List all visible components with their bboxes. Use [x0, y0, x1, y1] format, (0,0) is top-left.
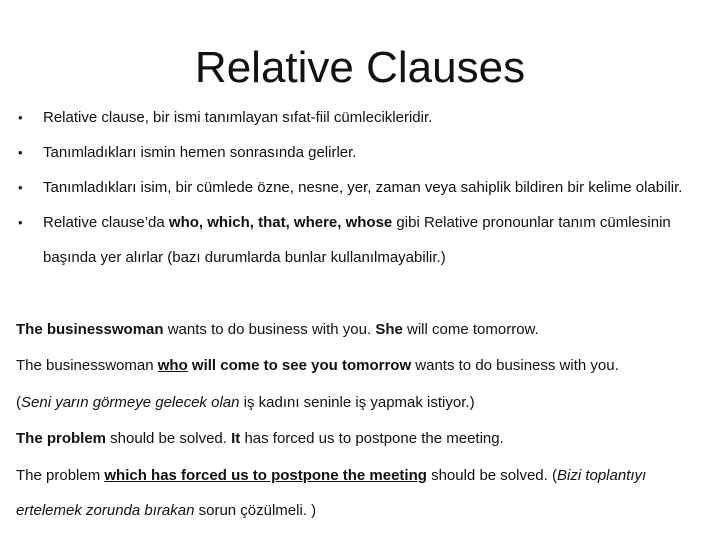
example-text: The problem	[16, 467, 105, 484]
bullet-icon: •	[18, 215, 23, 230]
translation-1	[16, 385, 711, 420]
bullet-item	[18, 100, 708, 135]
translation-italic: Bizi toplantıyı ertelemek zorunda bırakan	[16, 467, 647, 519]
example-sentence-2	[16, 348, 711, 383]
subject-noun: The problem	[16, 430, 107, 447]
example-text: The businesswoman	[16, 357, 158, 374]
example-text: wants to do business with you.	[163, 321, 376, 338]
bullet-icon: •	[18, 110, 23, 125]
bullet-text: Tanımladıkları isim, bir cümlede özne, nesne, yer, zaman veya sahiplik bildiren bir kelime olabilir.	[43, 179, 683, 196]
translation-text: iş kadını seninle iş yapmak istiyor.)	[239, 394, 475, 411]
relative-clause: will come to see you tomorrow	[187, 357, 412, 374]
bullet-text: Relative clause, bir ismi tanımlayan sıfat-fiil cümlecikleridir.	[43, 109, 433, 126]
example-text: has forced us to postpone the meeting.	[240, 430, 504, 447]
bullet-item	[18, 170, 708, 205]
example-text: will come tomorrow.	[402, 321, 539, 338]
relative-pronoun-who: who	[157, 357, 188, 374]
pronoun: It	[231, 430, 241, 447]
example-text: should be solved.	[106, 430, 232, 447]
bullet-item	[18, 135, 708, 170]
bullet-icon: •	[18, 180, 23, 195]
bullet-list	[18, 100, 708, 275]
example-text: should be solved. (	[426, 467, 557, 484]
bullet-text-post: gibi Relative pronounlar tanım cümlesinin başında yer alırlar (bazı durumlarda bunlar kullanılmayabilir.)	[43, 214, 671, 266]
relative-pronouns: who, which, that, where, whose	[168, 214, 393, 231]
slide-title: Relative Clauses	[194, 43, 526, 92]
example-sentence-4	[16, 458, 711, 528]
subject-noun: The businesswoman	[16, 321, 164, 338]
bullet-item	[18, 205, 708, 275]
bullet-icon: •	[18, 145, 23, 160]
example-sentence-1	[16, 312, 711, 347]
pronoun: She	[375, 321, 403, 338]
example-sentence-3	[16, 421, 711, 456]
translation-italic: Seni yarın görmeye gelecek olan	[21, 394, 240, 411]
bullet-text-pre: Relative clause’da	[43, 214, 169, 231]
example-text: wants to do business with you.	[411, 357, 619, 374]
relative-clause: which has forced us to postpone the meeting	[104, 467, 427, 484]
paren-open: (	[16, 394, 21, 411]
translation-text: sorun çözülmeli. )	[194, 502, 317, 519]
bullet-text: Tanımladıkları ismin hemen sonrasında gelirler.	[43, 144, 357, 161]
